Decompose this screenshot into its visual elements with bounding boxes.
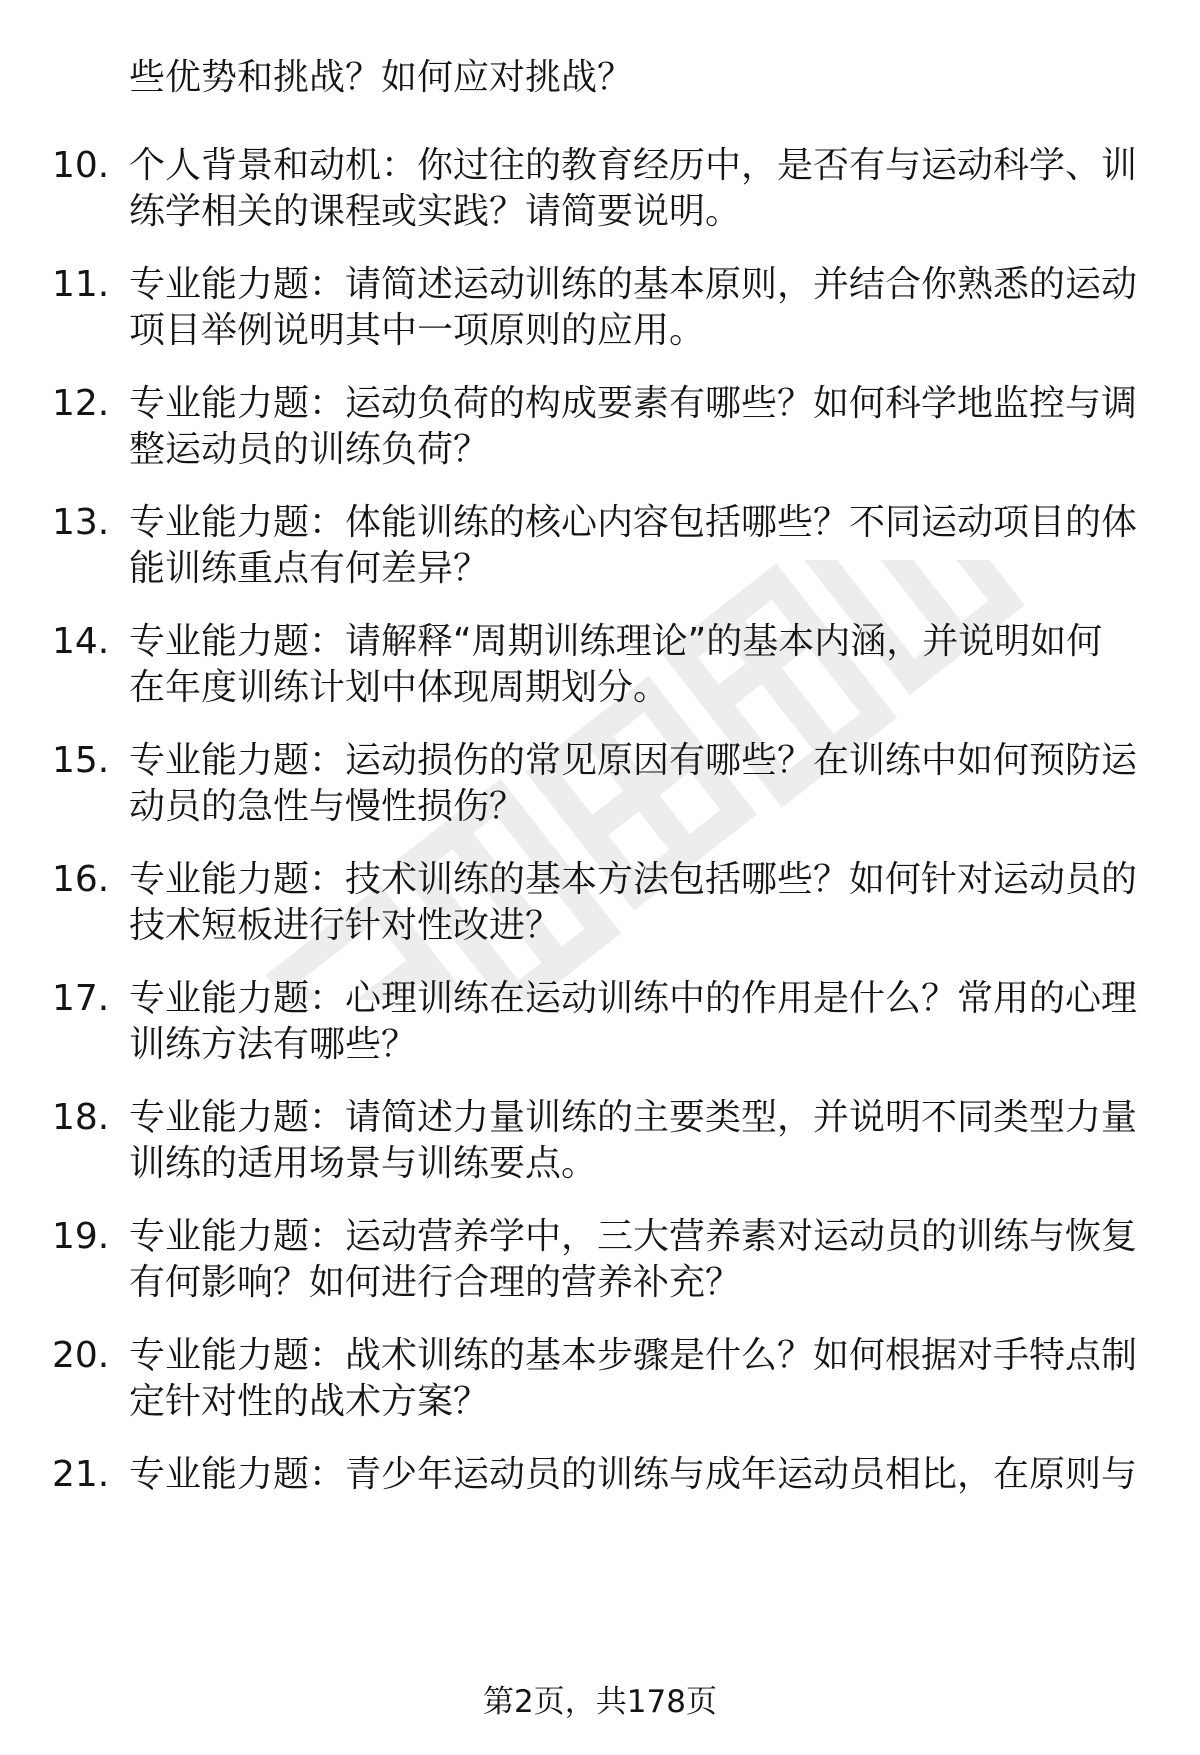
question-number: 15. (52, 740, 110, 781)
question-text: 专业能力题：运动营养学中，三大营养素对运动员的训练与恢复 (129, 1216, 1138, 1257)
continuation-text: 些优势和挑战？如何应对挑战？ (129, 57, 634, 98)
question-text: 专业能力题：运动损伤的常见原因有哪些？在训练中如何预防运 (129, 740, 1138, 781)
question-number: 19. (52, 1216, 110, 1257)
question-text: 专业能力题：青少年运动员的训练与成年运动员相比，在原则与 (129, 1454, 1138, 1495)
question-text: 项目举例说明其中一项原则的应用。 (129, 310, 706, 351)
question-number: 14. (52, 621, 110, 662)
question-text: 技术短板进行针对性改进？ (129, 905, 562, 946)
question-text: 定针对性的战术方案？ (129, 1381, 490, 1422)
question-number: 16. (52, 859, 110, 900)
question-number: 11. (52, 264, 110, 305)
page-footer: 第2页，共178页 (483, 1684, 717, 1720)
question-text: 个人背景和动机：你过往的教育经历中，是否有与运动科学、训 (129, 145, 1138, 186)
question-number: 18. (52, 1097, 110, 1138)
question-number: 10. (52, 145, 110, 186)
question-text: 专业能力题：心理训练在运动训练中的作用是什么？常用的心理 (129, 978, 1138, 1019)
question-number: 21. (52, 1454, 110, 1495)
question-text: 专业能力题：请简述运动训练的基本原则，并结合你熟悉的运动 (129, 264, 1138, 305)
question-text: 专业能力题：请简述力量训练的主要类型，并说明不同类型力量 (129, 1097, 1138, 1138)
question-number: 17. (52, 978, 110, 1019)
question-text: 专业能力题：战术训练的基本步骤是什么？如何根据对手特点制 (129, 1335, 1138, 1376)
question-text: 专业能力题：技术训练的基本方法包括哪些？如何针对运动员的 (129, 859, 1138, 900)
question-number: 13. (52, 502, 110, 543)
question-text: 动员的急性与慢性损伤？ (129, 786, 526, 827)
question-number: 20. (52, 1335, 110, 1376)
question-text: 专业能力题：体能训练的核心内容包括哪些？不同运动项目的体 (129, 502, 1138, 543)
question-text: 能训练重点有何差异？ (129, 548, 490, 589)
question-text: 在年度训练计划中体现周期划分。 (129, 667, 670, 708)
question-text: 有何影响？如何进行合理的营养补充？ (129, 1262, 742, 1303)
question-number: 12. (52, 383, 110, 424)
question-text: 训练方法有哪些？ (129, 1024, 418, 1065)
question-text: 整运动员的训练负荷？ (129, 429, 490, 470)
question-text: 训练的适用场景与训练要点。 (129, 1143, 598, 1184)
question-text: 专业能力题：请解释“周期训练理论”的基本内涵，并说明如何 (129, 621, 1103, 662)
question-text: 练学相关的课程或实践？请简要说明。 (129, 191, 742, 232)
question-text: 专业能力题：运动负荷的构成要素有哪些？如何科学地监控与调 (129, 383, 1138, 424)
